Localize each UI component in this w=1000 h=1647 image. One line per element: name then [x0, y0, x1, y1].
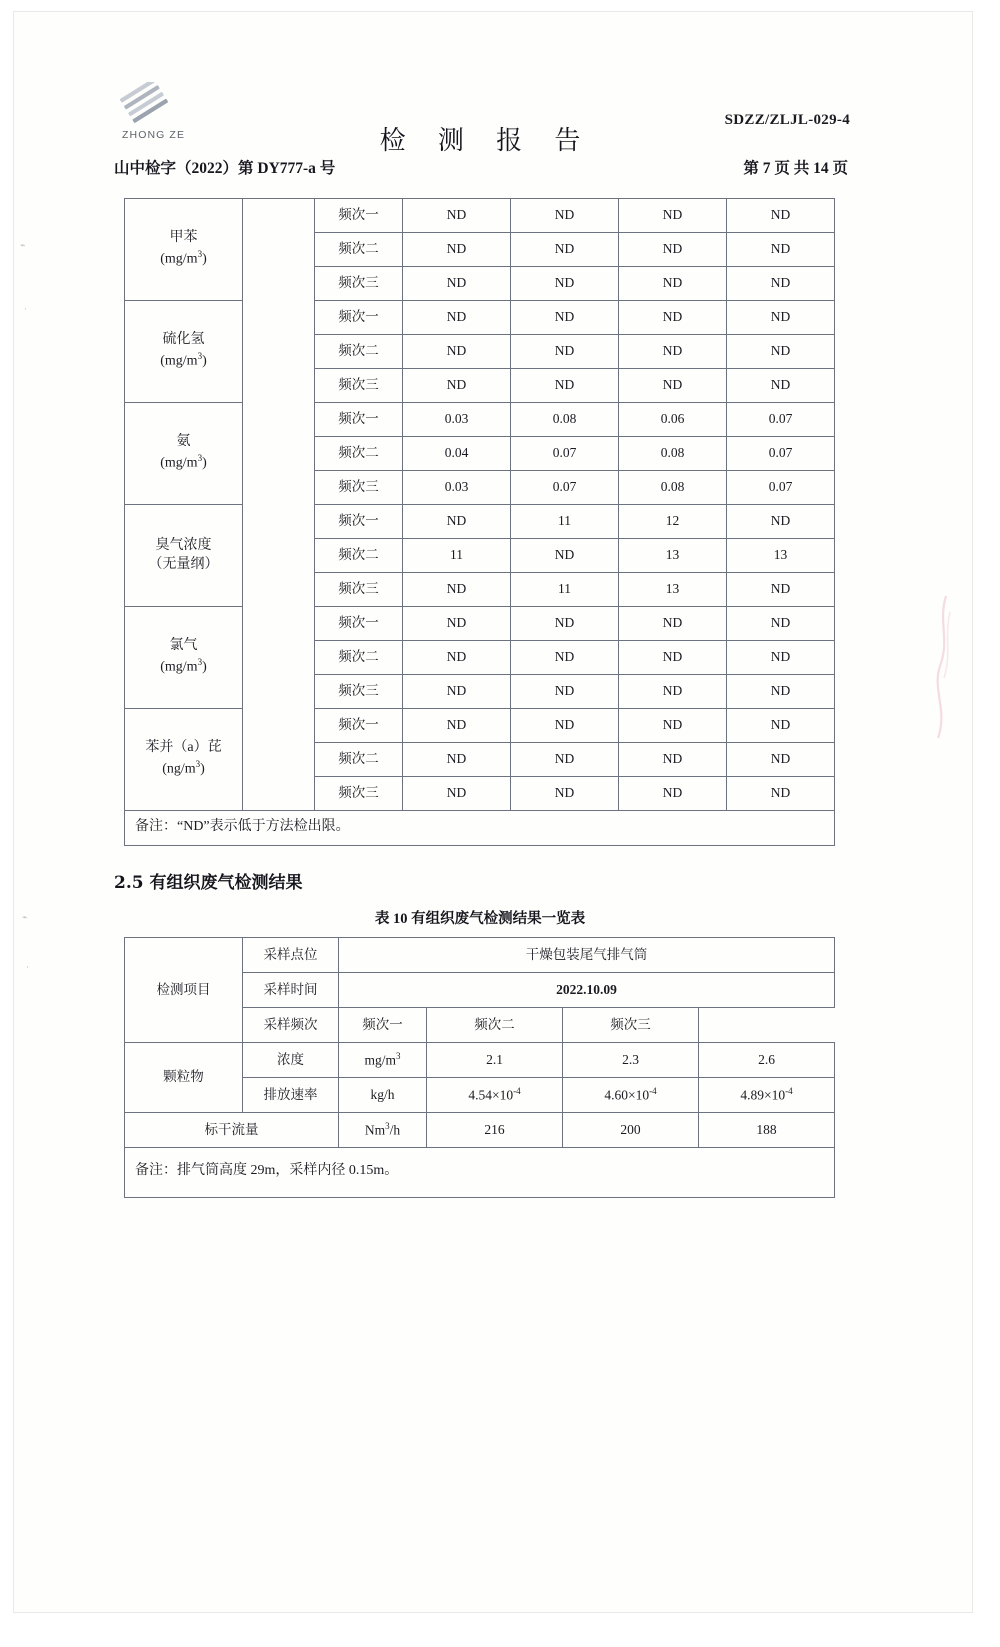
table-row	[125, 1042, 835, 1077]
pollutant-label	[125, 607, 243, 709]
margin-speck: ·	[26, 962, 29, 972]
measurement-value: ND	[619, 199, 727, 233]
sampling-point-value: 干燥包装尾气排气筒	[339, 937, 835, 972]
measurement-value: 11	[511, 505, 619, 539]
measurement-value: ND	[511, 709, 619, 743]
pollutant-name: 臭气浓度	[155, 537, 212, 553]
table-row	[125, 1112, 835, 1147]
measurement-value: ND	[511, 233, 619, 267]
pollutant-name: 氯气	[169, 638, 198, 654]
pollutant-label	[125, 301, 243, 403]
measurement-value: 200	[563, 1112, 699, 1147]
measurement-value: ND	[403, 335, 511, 369]
frequency-label: 频次一	[315, 505, 403, 539]
pollutant-label	[125, 403, 243, 505]
metric-label: 排放速率	[243, 1077, 339, 1112]
measurement-value: ND	[619, 777, 727, 811]
measurement-value: ND	[619, 709, 727, 743]
detection-item-label: 检测项目	[125, 937, 243, 1042]
sampling-point-label: 采样点位	[243, 937, 339, 972]
pollutant-label	[125, 505, 243, 607]
measurement-value: ND	[727, 573, 835, 607]
measurement-value: ND	[511, 675, 619, 709]
frequency-header: 频次一	[339, 1007, 427, 1042]
frequency-label: 频次一	[315, 607, 403, 641]
table-row	[125, 403, 835, 437]
spacer-column	[243, 199, 315, 811]
measurement-value: 13	[727, 539, 835, 573]
measurement-value: ND	[403, 743, 511, 777]
measurement-value: $4.54\times 10^{-4}$	[427, 1077, 563, 1112]
frequency-header: 频次二	[427, 1007, 563, 1042]
measurement-value: 12	[619, 505, 727, 539]
measurement-value: ND	[727, 233, 835, 267]
pollutant-unit: $(mg/m^3)$	[160, 351, 207, 369]
frequency-label: 频次二	[315, 641, 403, 675]
measurement-value: $4.89\times 10^{-4}$	[699, 1077, 835, 1112]
measurement-value: 0.07	[511, 471, 619, 505]
page-content	[110, 74, 850, 1198]
frequency-label: 频次三	[315, 573, 403, 607]
measurement-value: ND	[619, 675, 727, 709]
measurement-value: 0.07	[727, 403, 835, 437]
pollutant-label	[125, 199, 243, 301]
section-heading-2-5: 2.5 有组织废气检测结果	[114, 872, 303, 893]
pink-stray-mark	[928, 592, 954, 742]
measurement-value: ND	[727, 607, 835, 641]
measurement-value: ND	[403, 675, 511, 709]
organized-table-body	[125, 937, 835, 1197]
pollutant-unit: $(ng/m^3)$	[162, 759, 205, 777]
measurement-value: ND	[727, 301, 835, 335]
measurement-value: 0.03	[403, 403, 511, 437]
measurement-value: ND	[403, 505, 511, 539]
table-note-row	[125, 811, 835, 846]
measurement-value: ND	[619, 369, 727, 403]
pollutant-name: 硫化氢	[162, 332, 205, 348]
measurement-value: ND	[727, 199, 835, 233]
frequency-label: 频次二	[315, 335, 403, 369]
measurement-value: ND	[403, 709, 511, 743]
emissions-table	[124, 198, 835, 846]
measurement-value: ND	[619, 233, 727, 267]
measurement-value: ND	[727, 335, 835, 369]
page-title: 检 测 报 告	[379, 126, 593, 156]
measurement-value: 2.3	[563, 1042, 699, 1077]
measurement-value: 0.03	[403, 471, 511, 505]
measurement-value: ND	[403, 301, 511, 335]
measurement-value: ND	[727, 369, 835, 403]
measurement-value: ND	[403, 199, 511, 233]
metric-label: 浓度	[243, 1042, 339, 1077]
unit-cell: kg/h	[339, 1077, 427, 1112]
measurement-value: ND	[403, 369, 511, 403]
measurement-value: 0.07	[727, 437, 835, 471]
measurement-value: 0.07	[511, 437, 619, 471]
document-code: SDZZ/ZLJL-029-4	[724, 112, 850, 128]
measurement-value: ND	[619, 267, 727, 301]
measurement-value: ND	[511, 369, 619, 403]
emissions-table-body	[125, 199, 835, 846]
emissions-table-wrap	[110, 198, 850, 846]
measurement-value: ND	[727, 777, 835, 811]
page-left-margin	[0, 0, 14, 1647]
measurement-value: 0.08	[619, 471, 727, 505]
measurement-value: 188	[699, 1112, 835, 1147]
measurement-value: ND	[511, 743, 619, 777]
sampling-time-value: 2022.10.09	[339, 972, 835, 1007]
measurement-value: ND	[727, 505, 835, 539]
frequency-label: 频次三	[315, 675, 403, 709]
measurement-value: 13	[619, 539, 727, 573]
frequency-label: 频次一	[315, 709, 403, 743]
measurement-value: ND	[619, 607, 727, 641]
metric-label: 标干流量	[125, 1112, 339, 1147]
measurement-value: ND	[619, 641, 727, 675]
measurement-value: ND	[727, 743, 835, 777]
measurement-value: ND	[511, 335, 619, 369]
measurement-value: $4.60\times 10^{-4}$	[563, 1077, 699, 1112]
page-number: 第 7 页 共 14 页	[743, 160, 848, 177]
frequency-label: 频次二	[315, 437, 403, 471]
sampling-frequency-label: 采样频次	[243, 1007, 339, 1042]
measurement-value: ND	[511, 641, 619, 675]
measurement-value: ND	[511, 539, 619, 573]
frequency-header: 频次三	[563, 1007, 699, 1042]
table-row	[125, 709, 835, 743]
table-row	[125, 937, 835, 972]
measurement-value: ND	[511, 267, 619, 301]
measurement-value: 0.07	[727, 471, 835, 505]
measurement-value: ND	[403, 641, 511, 675]
frequency-label: 频次三	[315, 777, 403, 811]
unit-cell: $mg/m^3$	[339, 1042, 427, 1077]
measurement-value: 0.08	[619, 437, 727, 471]
measurement-value: 216	[427, 1112, 563, 1147]
measurement-value: ND	[511, 777, 619, 811]
frequency-label: 频次一	[315, 301, 403, 335]
table-note-row	[125, 1147, 835, 1197]
frequency-label: 频次一	[315, 199, 403, 233]
measurement-value: ND	[727, 709, 835, 743]
measurement-value: ND	[619, 335, 727, 369]
measurement-value: 2.6	[699, 1042, 835, 1077]
measurement-value: ND	[511, 607, 619, 641]
pollutant-name: 甲苯	[169, 230, 198, 246]
unit-cell: Nm$^3$/h	[339, 1112, 427, 1147]
pollutant-unit: $(mg/m^3)$	[160, 657, 207, 675]
pollutant-unit: $(mg/m^3)$	[160, 249, 207, 267]
table-row	[125, 607, 835, 641]
logo-wordmark: ZHONG ZE	[122, 129, 186, 141]
margin-speck: ⌁	[20, 240, 26, 250]
measurement-value: ND	[403, 233, 511, 267]
organized-emissions-table	[124, 937, 835, 1198]
frequency-label: 频次二	[315, 539, 403, 573]
measurement-value: ND	[727, 675, 835, 709]
document-page	[14, 12, 972, 1612]
organized-table-note: 备注：排气筒高度 29m，采样内径 0.15m。	[125, 1147, 835, 1197]
measurement-value: ND	[727, 267, 835, 301]
pollutant-name: 氨	[176, 434, 191, 450]
measurement-value: ND	[403, 573, 511, 607]
pollutant-name: 苯并（a）芘	[145, 740, 222, 756]
pollutant-unit: （无量纲）	[148, 556, 219, 572]
measurement-value: ND	[403, 607, 511, 641]
frequency-label: 频次二	[315, 233, 403, 267]
measurement-value: ND	[511, 199, 619, 233]
margin-speck: ·	[24, 304, 27, 314]
pollutant-group-label: 颗粒物	[125, 1042, 243, 1112]
table-row	[125, 301, 835, 335]
sampling-time-label: 采样时间	[243, 972, 339, 1007]
measurement-value: 2.1	[427, 1042, 563, 1077]
measurement-value: ND	[403, 267, 511, 301]
report-subheader	[110, 156, 850, 186]
table-row	[125, 505, 835, 539]
measurement-value: 11	[511, 573, 619, 607]
measurement-value: 11	[403, 539, 511, 573]
frequency-label: 频次一	[315, 403, 403, 437]
report-header	[110, 74, 850, 156]
table-10-caption: 表 10 有组织废气检测结果一览表	[374, 910, 586, 927]
report-number: 山中检字（2022）第 DY777-a 号	[114, 160, 336, 177]
margin-speck: ⌁	[22, 912, 28, 922]
pollutant-unit: $(mg/m^3)$	[160, 453, 207, 471]
measurement-value: 13	[619, 573, 727, 607]
measurement-value: ND	[403, 777, 511, 811]
frequency-label: 频次三	[315, 471, 403, 505]
measurement-value: ND	[727, 641, 835, 675]
measurement-value: 0.04	[403, 437, 511, 471]
measurement-value: ND	[511, 301, 619, 335]
measurement-value: ND	[619, 743, 727, 777]
measurement-value: 0.06	[619, 403, 727, 437]
frequency-label: 频次二	[315, 743, 403, 777]
pollutant-label	[125, 709, 243, 811]
table-row	[125, 199, 835, 233]
measurement-value: ND	[619, 301, 727, 335]
measurement-value: 0.08	[511, 403, 619, 437]
frequency-label: 频次三	[315, 369, 403, 403]
frequency-label: 频次三	[315, 267, 403, 301]
emissions-table-note: 备注：“ND”表示低于方法检出限。	[125, 811, 835, 846]
